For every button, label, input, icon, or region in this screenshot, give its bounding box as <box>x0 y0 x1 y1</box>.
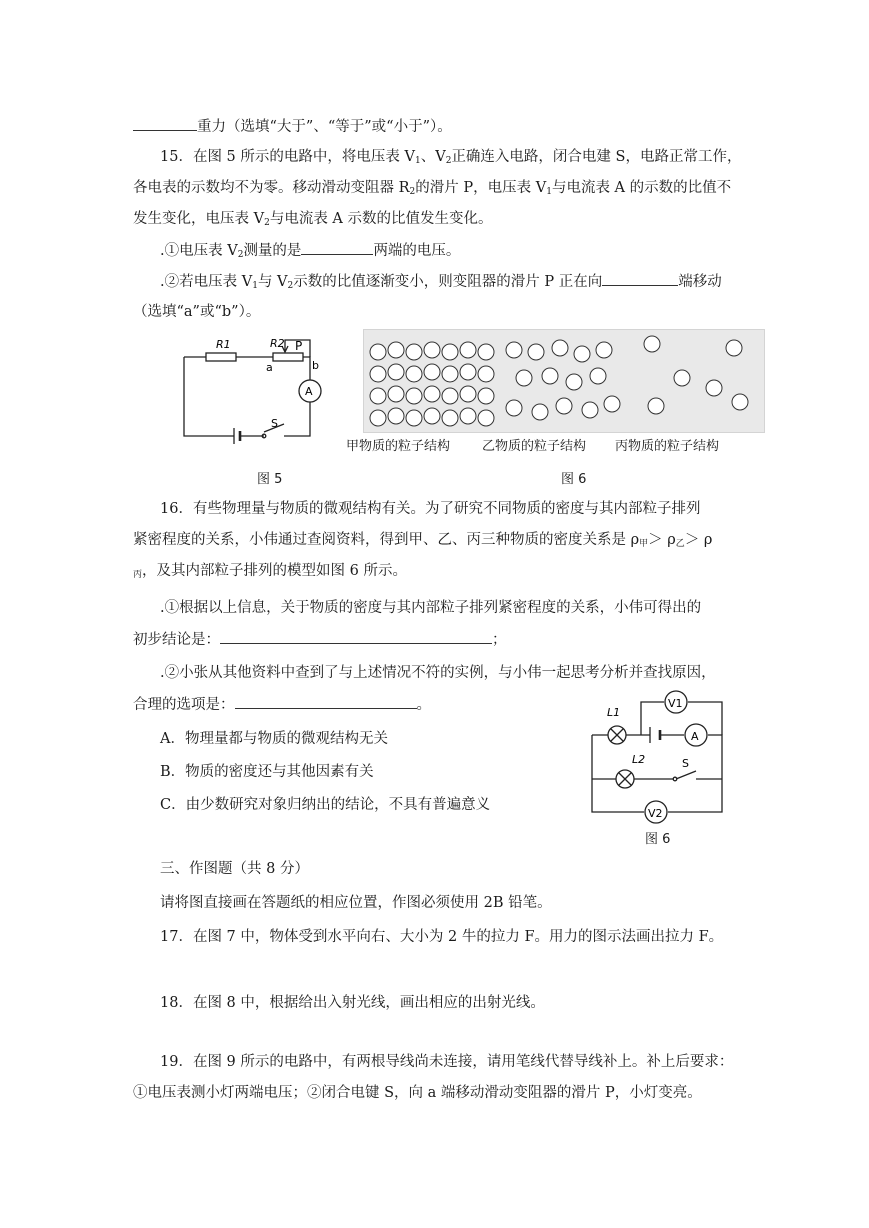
label-yi: 乙物质的粒子结构 <box>482 439 587 454</box>
ammeter-label: A <box>305 385 313 398</box>
q16-part2: .②小张从其他资料中查到了与上述情况不符的实例，与小伟一起思考分析并查找原因， <box>160 665 716 681</box>
particles-illustration <box>364 330 764 432</box>
q16-line3: $_丙$，及其内部粒子排列的模型如图 6 所示。 <box>133 563 407 580</box>
voltmeter-v1-label: V1 <box>668 697 683 710</box>
figure-5-caption: 图 5 <box>257 472 283 487</box>
q14-tail: 重力（选填“大于”、“等于”或“小于”）。 <box>133 116 452 137</box>
q18: 18．在图 8 中，根据给出入射光线，画出相应的出射光线。 <box>160 995 545 1011</box>
q15-part2: .②若电压表 $V_1$与 $V_2$示数的比值逐渐变小，则变阻器的滑片 P 正在向 端移动 <box>160 271 722 296</box>
label-l2: L2 <box>632 753 646 766</box>
q15-part1: .①电压表 $V_2$测量的是 两端的电压。 <box>160 240 460 265</box>
label-a: a <box>266 361 273 374</box>
ammeter-label: A <box>691 730 699 743</box>
q16-line2: 紧密程度的关系，小伟通过查阅资料，得到甲、乙、丙三种物质的密度关系是 $\rho_甲> \rho_乙> \rho$ <box>133 532 713 549</box>
figure-6b-caption: 图 6 <box>645 832 671 847</box>
option-c[interactable]: C．由少数研究对象归纳出的结论，不具有普遍意义 <box>160 797 491 813</box>
q16-line7: 合理的选项是： 。 <box>133 694 431 715</box>
label-b: b <box>312 359 319 372</box>
label-l1: L1 <box>607 706 621 719</box>
label-p: P <box>295 339 303 353</box>
option-a[interactable]: A．物理量都与物质的微观结构无关 <box>160 731 388 747</box>
section-3-intro: 请将图直接画在答题纸的相应位置，作图必须使用 2B 铅笔。 <box>160 895 552 911</box>
answer-blank[interactable] <box>235 694 417 709</box>
option-b[interactable]: B．物质的密度还与其他因素有关 <box>160 764 374 780</box>
figure-6-circuit <box>586 688 730 824</box>
q19-line2: ①电压表测小灯两端电压；②闭合电键 S，向 a 端移动滑动变阻器的滑片 P，小灯变亮。 <box>133 1085 702 1101</box>
q15-line1: 15．在图 5 所示的电路中，将电压表 $V_1$、$V_2$正确连入电路，闭合电建 S，电路正常工作， <box>160 149 742 166</box>
voltmeter-v2-label: V2 <box>648 807 663 820</box>
answer-blank[interactable] <box>133 116 197 131</box>
switch-label: S <box>271 417 278 430</box>
label-r2: R2 <box>270 337 285 350</box>
figure-5-circuit <box>178 332 338 444</box>
answer-blank[interactable] <box>301 240 373 255</box>
q19-line1: 19．在图 9 所示的电路中，有两根导线尚未连接，请用笔线代替导线补上。补上后要求： <box>160 1054 734 1070</box>
label-jia: 甲物质的粒子结构 <box>346 439 451 454</box>
section-3-title: 三、作图题（共 8 分） <box>160 861 309 877</box>
q16-line5: 初步结论是： ； <box>133 629 507 650</box>
q15-line3: 发生变化，电压表 $V_2$与电流表 A 示数的比值发生变化。 <box>133 211 493 228</box>
answer-blank[interactable] <box>602 271 678 286</box>
label-r1: R1 <box>216 338 231 351</box>
figure-6-caption: 图 6 <box>561 472 587 487</box>
figure-6-particle-image <box>363 329 765 433</box>
q16-part1: .①根据以上信息，关于物质的密度与其内部粒子排列紧密程度的关系，小伟可得出的 <box>160 600 702 616</box>
q17: 17．在图 7 中，物体受到水平向右、大小为 2 牛的拉力 F。用力的图示法画出拉力 F。 <box>160 929 724 945</box>
q15-line6: （选填“a”或“b”）。 <box>133 304 261 320</box>
switch-label: S <box>682 757 689 770</box>
label-bing: 丙物质的粒子结构 <box>615 439 720 454</box>
q15-line2: 各电表的示数均不为零。移动滑动变阻器 $R_2$的滑片 P，电压表 $V_1$与电流表 A 的示数的比值不 <box>133 180 732 197</box>
answer-blank[interactable] <box>220 629 492 644</box>
q16-line1: 16．有些物理量与物质的微观结构有关。为了研究不同物质的密度与其内部粒子排列 <box>160 501 701 517</box>
